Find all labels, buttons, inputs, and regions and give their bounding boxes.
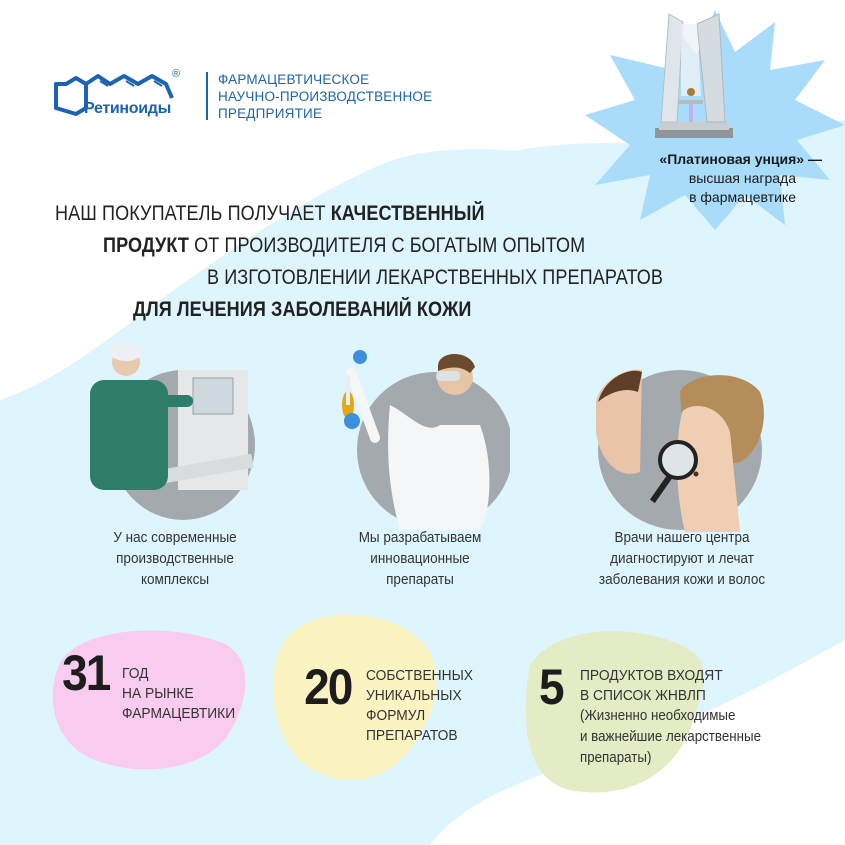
- dermatologist-photo: [590, 362, 770, 532]
- brand-tagline: ФАРМАЦЕВТИЧЕСКОЕ НАУЧНО-ПРОИЗВОДСТВЕННОЕ ПРЕДПРИЯТИЕ: [218, 71, 433, 121]
- registered-mark: ®: [172, 68, 181, 80]
- retinoids-logo-mark: [54, 70, 184, 122]
- headline-line-1: НАШ ПОКУПАТЕЛЬ ПОЛУЧАЕТ КАЧЕСТВЕННЫЙ: [55, 202, 485, 225]
- stat-essential-drugs: [538, 659, 777, 769]
- lab-scientist-photo: [330, 345, 510, 530]
- stat-label: СОБСТВЕННЫХ УНИКАЛЬНЫХ ФОРМУЛ ПРЕПАРАТОВ: [365, 667, 473, 744]
- stat-number: 5: [539, 659, 563, 715]
- award-line-2: высшая награда: [688, 170, 796, 186]
- stat-formulas: [302, 659, 482, 746]
- stat-number: 20: [304, 659, 352, 715]
- stat-number: 31: [62, 645, 110, 701]
- logo-divider: [206, 72, 208, 120]
- stat-label: ГОД НА РЫНКЕ ФАРМАЦЕВТИКИ: [121, 665, 235, 722]
- award-title: «Платиновая унция» —: [659, 151, 822, 167]
- feature-caption-research: Мы разрабатываем инновационные препараты: [358, 529, 482, 588]
- award-caption: [592, 150, 822, 207]
- brand-name: Ретиноиды: [84, 100, 172, 117]
- headline-line-2: ПРОДУКТ ОТ ПРОИЗВОДИТЕЛЯ С БОГАТЫМ ОПЫТОМ: [103, 234, 586, 257]
- stat-label: ПРОДУКТОВ ВХОДЯТ В СПИСОК ЖНВЛП (Жизненно необходимые и важнейшие лекарственные препараты): [579, 667, 761, 766]
- factory-worker-photo: [88, 340, 258, 520]
- award-line-3: в фармацевтике: [689, 189, 796, 205]
- brand-logo[interactable]: [54, 70, 432, 122]
- headline-line-3: В ИЗГОТОВЛЕНИИ ЛЕКАРСТВЕННЫХ ПРЕПАРАТОВ: [207, 266, 664, 289]
- feature-caption-doctors: Врачи нашего центра диагностируют и лечат заболевания кожи и волос: [598, 529, 766, 588]
- headline-line-4: ДЛЯ ЛЕЧЕНИЯ ЗАБОЛЕВАНИЙ КОЖИ: [133, 298, 472, 321]
- feature-caption-production: У нас современные производственные комплексы: [113, 529, 237, 588]
- stat-years: [60, 645, 245, 724]
